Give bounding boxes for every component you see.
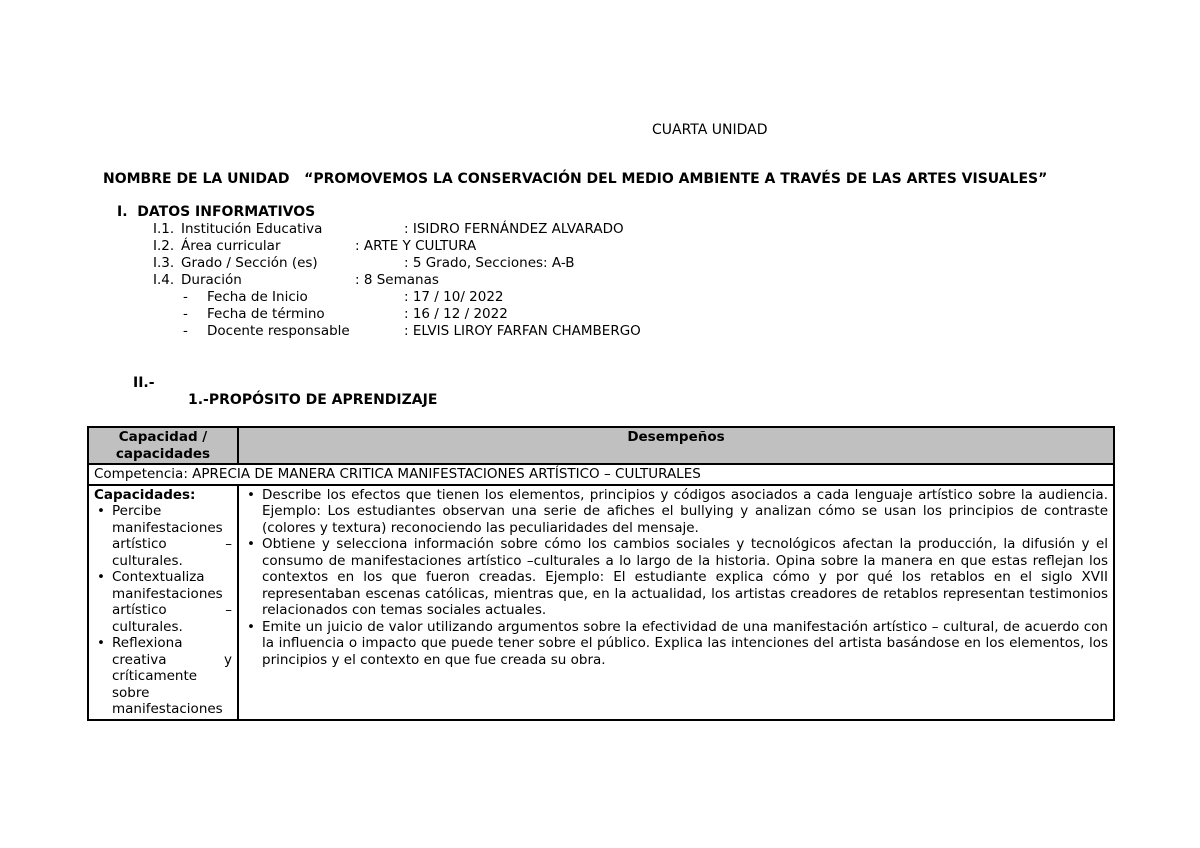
list-item: • Emite un juicio de valor utilizando argumentos sobre la efectividad de una manifestación artístico – cultural, de acuerdo con la influencia o impacto que puede tener sobre el público. Explica las intenciones del artista basándose en los elementos, los principios y el contexto en que fue creada su obra. bbox=[262, 619, 1108, 669]
competencia-text: : APRECIA DE MANERA CRITICA MANIFESTACIONES ARTÍSTICO – CULTURALES bbox=[183, 466, 701, 482]
capacities-list bbox=[94, 503, 232, 718]
sub-label: Docente responsable bbox=[207, 323, 350, 339]
sub-value: : ELVIS LIROY FARFAN CHAMBERGO bbox=[404, 323, 641, 339]
table-header-row bbox=[88, 427, 1114, 464]
dato-row-institucion bbox=[0, 221, 1200, 238]
performances-cell bbox=[238, 485, 1114, 720]
unit-name-prefix: NOMBRE DE LA UNIDAD bbox=[103, 171, 290, 187]
proposito-table bbox=[87, 426, 1115, 721]
list-item: • Describe los efectos que tienen los elementos, principios y códigos asociados a cada lenguaje artístico sobre la audiencia. Ejemplo: Los estudiantes observan una serie de afiches el bullying y analizan cómo se usan los principios de contraste (colores y textura) reconociendo las peculiaridades del mensaje. bbox=[262, 487, 1108, 537]
dato-label: Institución Educativa bbox=[181, 221, 323, 237]
unit-name bbox=[103, 171, 1047, 188]
sub-label: Fecha de término bbox=[207, 306, 325, 322]
unit-name-value: “PROMOVEMOS LA CONSERVACIÓN DEL MEDIO AMBIENTE A TRAVÉS DE LAS ARTES VISUALES” bbox=[304, 171, 1048, 187]
sub-dash: - bbox=[183, 323, 188, 339]
list-item: • Percibe manifestaciones artístico – culturales. bbox=[112, 503, 232, 569]
competencia-cell bbox=[88, 464, 1114, 485]
header-capacity: Capacidad / capacidades bbox=[88, 427, 238, 464]
list-item: • Obtiene y selecciona información sobre cómo los cambios sociales y tecnológicos afectan la producción, la difusión y el consumo de manifestaciones artístico –culturales a lo largo de la historia. Opina sobre la manera en que estas reflejan los contextos en los que fueron creadas. Ejemplo: El estudiante explica cómo y por qué los retablos en el siglo XVII representaban escenas católicas, mientras que, en la actualidad, los artistas creadores de retablos representan testimonios relacionados con temas sociales actuales. bbox=[262, 536, 1108, 619]
dato-row-grado bbox=[0, 255, 1200, 272]
performances-list bbox=[244, 487, 1108, 669]
header-performance: Desempeños bbox=[238, 427, 1114, 464]
capacities-cell bbox=[88, 485, 238, 720]
section-ii-number: II.- bbox=[133, 375, 155, 391]
dato-value: : 8 Semanas bbox=[355, 272, 439, 288]
dato-row-area bbox=[0, 238, 1200, 255]
dato-value: : ISIDRO FERNÁNDEZ ALVARADO bbox=[404, 221, 624, 237]
dato-value: : ARTE Y CULTURA bbox=[355, 238, 477, 254]
dato-label: Grado / Sección (es) bbox=[181, 255, 318, 271]
sub-value: : 16 / 12 / 2022 bbox=[404, 306, 508, 322]
list-item: • Reflexiona creativa y críticamente sobre manifestaciones bbox=[112, 635, 232, 718]
dato-value: : 5 Grado, Secciones: A-B bbox=[404, 255, 575, 271]
section-datos-heading bbox=[117, 204, 315, 221]
sub-row-inicio bbox=[0, 289, 1200, 306]
dato-num: I.4. bbox=[153, 272, 175, 288]
dato-num: I.3. bbox=[153, 255, 175, 271]
dato-row-duracion bbox=[0, 272, 1200, 289]
competencia-label: Competencia bbox=[94, 466, 184, 482]
sub-dash: - bbox=[183, 306, 188, 322]
sub-label: Fecha de Inicio bbox=[207, 289, 308, 305]
dato-num: I.2. bbox=[153, 238, 175, 254]
sub-row-docente bbox=[0, 323, 1200, 340]
sub-row-termino bbox=[0, 306, 1200, 323]
competencia-row bbox=[88, 464, 1114, 485]
table-row bbox=[88, 485, 1114, 720]
section-ii-subtitle: 1.-PROPÓSITO DE APRENDIZAJE bbox=[188, 392, 438, 408]
section-title: DATOS INFORMATIVOS bbox=[137, 204, 316, 220]
dato-label: Duración bbox=[181, 272, 242, 288]
dato-num: I.1. bbox=[153, 221, 175, 237]
sub-dash: - bbox=[183, 289, 188, 305]
capacities-title: Capacidades: bbox=[94, 486, 196, 503]
dato-label: Área curricular bbox=[181, 238, 281, 254]
sub-value: : 17 / 10/ 2022 bbox=[404, 289, 504, 305]
list-item: • Contextualiza manifestaciones artístico – culturales. bbox=[112, 569, 232, 635]
section-number: I. bbox=[117, 204, 128, 220]
unit-title: CUARTA UNIDAD bbox=[652, 122, 768, 138]
